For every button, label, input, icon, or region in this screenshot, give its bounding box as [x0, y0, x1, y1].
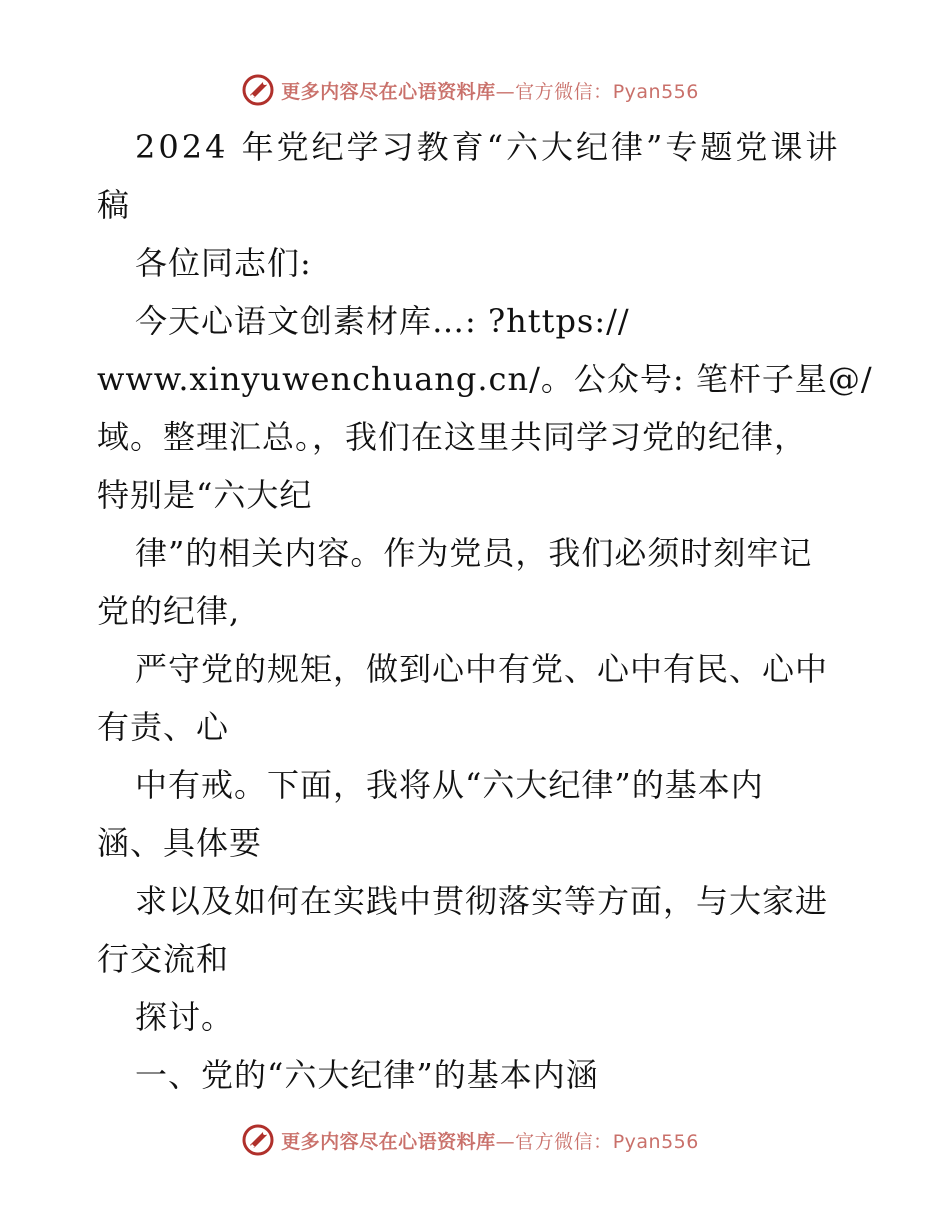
doc-paragraph-line: 党的纪律,: [97, 592, 241, 630]
doc-paragraph-line: 特别是“六大纪: [97, 476, 313, 514]
watermark-id: Pyan556: [612, 1130, 699, 1153]
doc-paragraph-line: 涵、具体要: [97, 824, 263, 862]
doc-greeting: 各位同志们:: [135, 244, 312, 282]
watermark-text: [281, 77, 699, 104]
header-watermark-inner: [241, 73, 699, 107]
doc-paragraph-line: 域。整理汇总。，我们在这里共同学习党的纪律，: [97, 418, 808, 456]
doc-paragraph-line: 严守党的规矩，做到心中有党、心中有民、心中: [135, 650, 829, 688]
watermark-id: Pyan556: [612, 80, 699, 103]
doc-paragraph-line: 有责、心: [97, 708, 230, 746]
doc-paragraph-line: 今天心语文创素材库…: ?https://: [135, 302, 630, 340]
footer-watermark-banner: [0, 1120, 950, 1160]
document-body: [97, 118, 873, 1104]
watermark-main: 更多内容尽在心语资料库: [281, 1130, 496, 1153]
doc-paragraph-line: 探讨。: [135, 998, 235, 1036]
header-watermark-banner: [0, 70, 950, 110]
doc-paragraph-line: 求以及如何在实践中贯彻落实等方面，与大家进: [135, 882, 829, 920]
doc-title-line-1: 2024 年党纪学习教育“六大纪律”专题党课讲: [135, 128, 841, 166]
doc-section-heading: 一、党的“六大纪律”的基本内涵: [135, 1056, 599, 1094]
pen-nib-logo-icon: [241, 73, 275, 107]
pen-nib-logo-icon: [241, 1123, 275, 1157]
watermark-dash: —: [495, 80, 516, 103]
doc-title-line-2: 稿: [97, 186, 131, 224]
doc-paragraph-line: 律”的相关内容。作为党员，我们必须时刻牢记: [135, 534, 813, 572]
footer-watermark-inner: [241, 1123, 699, 1157]
watermark-official: 官方微信：: [515, 1130, 613, 1153]
doc-paragraph-line: 中有戒。下面，我将从“六大纪律”的基本内: [135, 766, 764, 804]
watermark-text: [281, 1127, 699, 1154]
doc-paragraph-line: 行交流和: [97, 940, 230, 978]
doc-paragraph-line: www.xinyuwenchuang.cn/。公众号: 笔杆子星@/: [97, 360, 873, 398]
watermark-main: 更多内容尽在心语资料库: [281, 80, 496, 103]
watermark-official: 官方微信：: [515, 80, 613, 103]
watermark-dash: —: [495, 1130, 516, 1153]
